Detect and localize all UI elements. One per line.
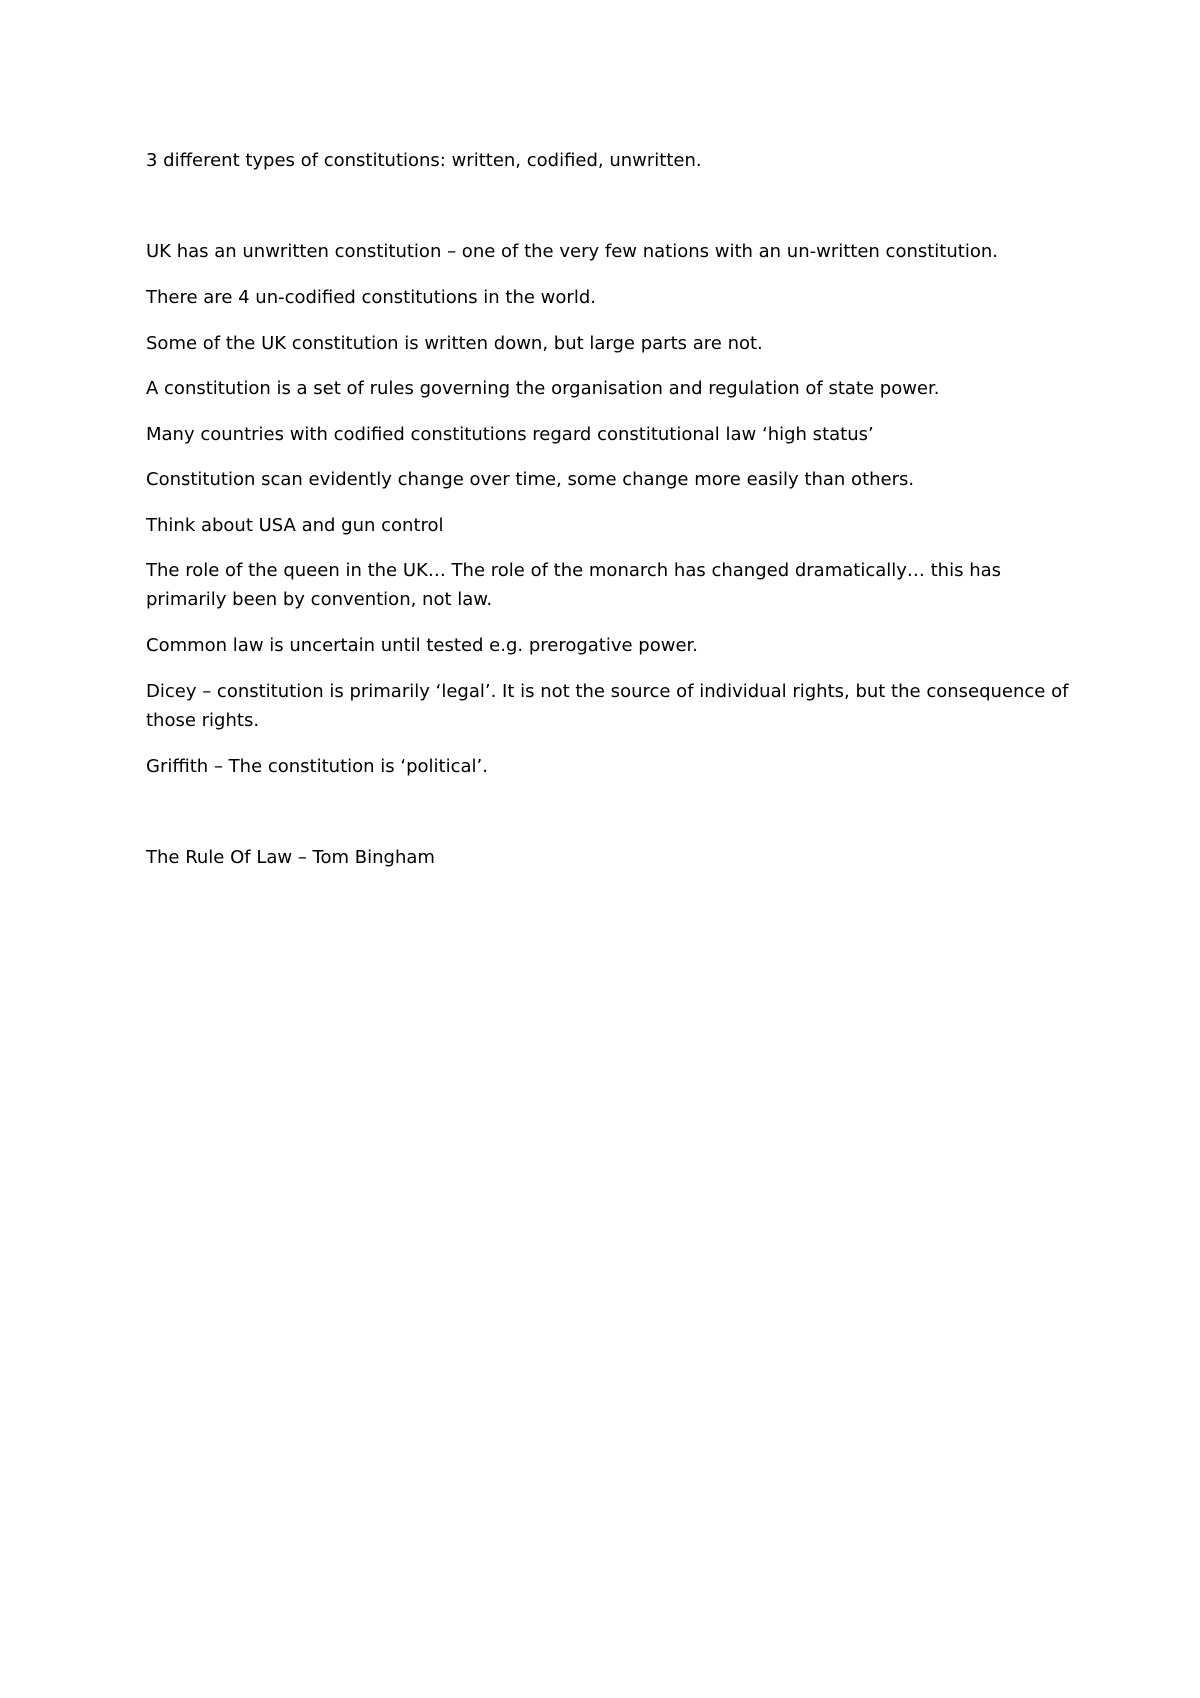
paragraph-definition: A constitution is a set of rules governing the organisation and regulation of state power. (146, 378, 940, 399)
paragraph-uncodified-count: There are 4 un-codified constitutions in the world. (146, 287, 596, 308)
paragraph-griffith: Griffith – The constitution is ‘political’. (146, 756, 488, 777)
paragraph-common-law: Common law is uncertain until tested e.g. prerogative power. (146, 635, 699, 656)
paragraph-constitution-types: 3 different types of constitutions: written, codified, unwritten. (146, 150, 702, 171)
paragraph-rule-of-law: The Rule Of Law – Tom Bingham (146, 847, 435, 868)
paragraph-usa-gun-control: Think about USA and gun control (146, 515, 444, 536)
paragraph-high-status: Many countries with codified constitutions regard constitutional law ‘high status’ (146, 424, 874, 445)
paragraph-role-of-monarch: The role of the queen in the UK… The role of the monarch has changed dramatically… this has primarily been by convention, not law. (146, 560, 1002, 610)
paragraph-dicey: Dicey – constitution is primarily ‘legal’. It is not the source of individual rights, but the consequence of those rights. (146, 681, 1069, 731)
paragraph-partly-written: Some of the UK constitution is written down, but large parts are not. (146, 333, 763, 354)
paragraph-change-over-time: Constitution scan evidently change over time, some change more easily than others. (146, 469, 915, 490)
paragraph-uk-unwritten: UK has an unwritten constitution – one of the very few nations with an un-written constitution. (146, 241, 998, 262)
